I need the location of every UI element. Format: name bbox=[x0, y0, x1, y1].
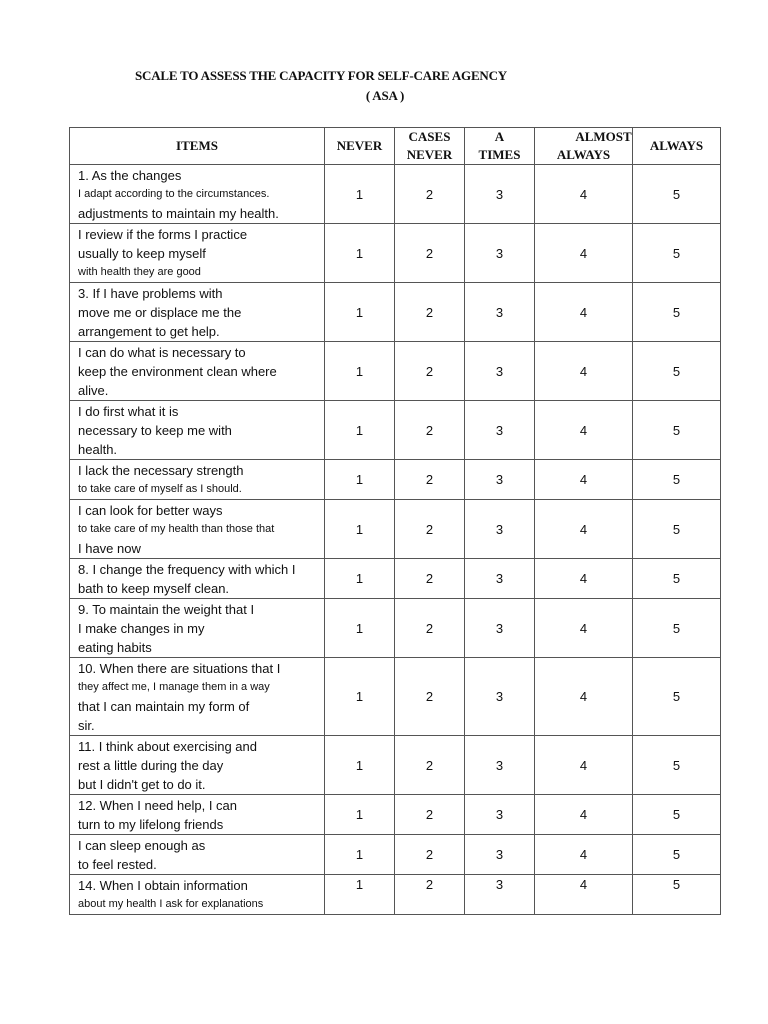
score-almost-always: 4 bbox=[535, 460, 633, 500]
score-always: 5 bbox=[633, 795, 721, 835]
score-always: 5 bbox=[633, 835, 721, 875]
score-a-times: 3 bbox=[465, 224, 535, 283]
table-row bbox=[70, 500, 721, 559]
item-text-line: 3. If I have problems with bbox=[78, 286, 223, 301]
item-text-line: I adapt according to the circumstances. bbox=[78, 188, 270, 200]
table-row bbox=[70, 875, 721, 915]
score-always: 5 bbox=[633, 283, 721, 342]
item-text-line: to feel rested. bbox=[78, 857, 157, 872]
score-always: 5 bbox=[633, 599, 721, 658]
score-never: 1 bbox=[325, 795, 395, 835]
score-cases-never: 2 bbox=[395, 658, 465, 736]
item-text-line: I have now bbox=[78, 541, 141, 556]
score-cases-never: 2 bbox=[395, 500, 465, 559]
score-a-times: 3 bbox=[465, 283, 535, 342]
item-text-line: they affect me, I manage them in a way bbox=[78, 681, 270, 693]
item-text-line: about my health I ask for explanations bbox=[78, 898, 264, 910]
score-never: 1 bbox=[325, 283, 395, 342]
score-cases-never: 2 bbox=[395, 460, 465, 500]
score-never: 1 bbox=[325, 224, 395, 283]
table-row bbox=[70, 559, 721, 599]
item-text-line: I review if the forms I practice bbox=[78, 227, 248, 242]
item-text bbox=[70, 736, 325, 795]
item-text-line: 12. When I need help, I can bbox=[78, 798, 237, 813]
score-always: 5 bbox=[633, 460, 721, 500]
score-never: 1 bbox=[325, 401, 395, 460]
item-text bbox=[70, 795, 325, 835]
header-cases-never-line: CASES bbox=[408, 129, 451, 144]
item-text-line: arrangement to get help. bbox=[78, 324, 220, 339]
header-never: NEVER bbox=[325, 128, 395, 165]
score-cases-never: 2 bbox=[395, 875, 465, 915]
score-almost-always: 4 bbox=[535, 342, 633, 401]
item-text bbox=[70, 224, 325, 283]
score-never: 1 bbox=[325, 342, 395, 401]
item-text-line: I lack the necessary strength bbox=[78, 463, 244, 478]
score-a-times: 3 bbox=[465, 559, 535, 599]
item-text-line: sir. bbox=[78, 718, 95, 733]
item-text-line: I can do what is necessary to bbox=[78, 345, 246, 360]
score-a-times: 3 bbox=[465, 658, 535, 736]
score-cases-never: 2 bbox=[395, 401, 465, 460]
score-never: 1 bbox=[325, 658, 395, 736]
score-never: 1 bbox=[325, 835, 395, 875]
item-text bbox=[70, 165, 325, 224]
score-almost-always: 4 bbox=[535, 224, 633, 283]
score-a-times: 3 bbox=[465, 736, 535, 795]
item-text-line: I can sleep enough as bbox=[78, 838, 206, 853]
score-almost-always: 4 bbox=[535, 401, 633, 460]
score-almost-always: 4 bbox=[535, 599, 633, 658]
score-a-times: 3 bbox=[465, 500, 535, 559]
item-text bbox=[70, 460, 325, 500]
item-text-line: with health they are good bbox=[78, 266, 201, 278]
table-row bbox=[70, 165, 721, 224]
score-cases-never: 2 bbox=[395, 283, 465, 342]
score-a-times: 3 bbox=[465, 795, 535, 835]
table-row bbox=[70, 460, 721, 500]
score-always: 5 bbox=[633, 342, 721, 401]
item-text bbox=[70, 599, 325, 658]
item-text-line: but I didn't get to do it. bbox=[78, 777, 206, 792]
score-always: 5 bbox=[633, 224, 721, 283]
item-text-line: 14. When I obtain information bbox=[78, 878, 248, 893]
score-cases-never: 2 bbox=[395, 736, 465, 795]
title-subline: ( ASA ) bbox=[365, 88, 405, 103]
header-almost-always bbox=[535, 128, 633, 165]
item-text-line: to take care of my health than those that bbox=[78, 523, 275, 535]
table-row bbox=[70, 658, 721, 736]
document-title bbox=[0, 68, 640, 104]
score-a-times: 3 bbox=[465, 165, 535, 224]
item-text bbox=[70, 283, 325, 342]
item-text-line: I make changes in my bbox=[78, 621, 205, 636]
table-row bbox=[70, 401, 721, 460]
score-cases-never: 2 bbox=[395, 342, 465, 401]
score-a-times: 3 bbox=[465, 599, 535, 658]
table-row bbox=[70, 599, 721, 658]
score-never: 1 bbox=[325, 460, 395, 500]
score-never: 1 bbox=[325, 165, 395, 224]
header-cases-never-line: NEVER bbox=[406, 147, 453, 162]
score-always: 5 bbox=[633, 658, 721, 736]
table-header-row bbox=[70, 128, 721, 165]
item-text bbox=[70, 658, 325, 736]
score-always: 5 bbox=[633, 875, 721, 915]
score-almost-always: 4 bbox=[535, 658, 633, 736]
table-row bbox=[70, 342, 721, 401]
header-almost-always-line: ALWAYS bbox=[556, 147, 611, 162]
table-row bbox=[70, 224, 721, 283]
table-row bbox=[70, 795, 721, 835]
score-never: 1 bbox=[325, 559, 395, 599]
item-text-line: I can look for better ways bbox=[78, 503, 223, 518]
score-cases-never: 2 bbox=[395, 165, 465, 224]
score-cases-never: 2 bbox=[395, 559, 465, 599]
item-text-line: health. bbox=[78, 442, 118, 457]
item-text bbox=[70, 342, 325, 401]
score-a-times: 3 bbox=[465, 835, 535, 875]
score-almost-always: 4 bbox=[535, 283, 633, 342]
item-text-line: rest a little during the day bbox=[78, 758, 224, 773]
score-always: 5 bbox=[633, 559, 721, 599]
score-almost-always: 4 bbox=[535, 875, 633, 915]
score-never: 1 bbox=[325, 599, 395, 658]
item-text bbox=[70, 559, 325, 599]
item-text-line: 11. I think about exercising and bbox=[78, 739, 257, 754]
score-always: 5 bbox=[633, 500, 721, 559]
asa-scale-table bbox=[69, 127, 721, 915]
score-almost-always: 4 bbox=[535, 795, 633, 835]
table-row bbox=[70, 736, 721, 795]
item-text-line: move me or displace me the bbox=[78, 305, 242, 320]
item-text-line: adjustments to maintain my health. bbox=[78, 206, 279, 221]
item-text-line: bath to keep myself clean. bbox=[78, 581, 230, 596]
item-text-line: alive. bbox=[78, 383, 109, 398]
score-cases-never: 2 bbox=[395, 795, 465, 835]
header-a-times bbox=[465, 128, 535, 165]
score-cases-never: 2 bbox=[395, 224, 465, 283]
score-a-times: 3 bbox=[465, 875, 535, 915]
score-always: 5 bbox=[633, 165, 721, 224]
item-text bbox=[70, 875, 325, 915]
table-row bbox=[70, 835, 721, 875]
item-text-line: 8. I change the frequency with which I bbox=[78, 562, 296, 577]
score-cases-never: 2 bbox=[395, 835, 465, 875]
score-almost-always: 4 bbox=[535, 736, 633, 795]
score-never: 1 bbox=[325, 736, 395, 795]
item-text-line: I do first what it is bbox=[78, 404, 179, 419]
score-a-times: 3 bbox=[465, 342, 535, 401]
item-text-line: to take care of myself as I should. bbox=[78, 483, 242, 495]
score-never: 1 bbox=[325, 500, 395, 559]
header-cases-never bbox=[395, 128, 465, 165]
header-items: ITEMS bbox=[70, 128, 325, 165]
score-always: 5 bbox=[633, 736, 721, 795]
table-row bbox=[70, 283, 721, 342]
table-body bbox=[70, 165, 721, 915]
item-text-line: keep the environment clean where bbox=[78, 364, 277, 379]
item-text bbox=[70, 500, 325, 559]
item-text-line: necessary to keep me with bbox=[78, 423, 232, 438]
item-text-line: eating habits bbox=[78, 640, 152, 655]
title-line: SCALE TO ASSESS THE CAPACITY FOR SELF-CARE AGENCY bbox=[135, 68, 507, 83]
score-almost-always: 4 bbox=[535, 165, 633, 224]
item-text-line: 10. When there are situations that I bbox=[78, 661, 281, 676]
score-almost-always: 4 bbox=[535, 559, 633, 599]
score-never: 1 bbox=[325, 875, 395, 915]
item-text bbox=[70, 401, 325, 460]
item-text-line: usually to keep myself bbox=[78, 246, 206, 261]
item-text-line: 1. As the changes bbox=[78, 168, 182, 183]
header-a-times-line: A bbox=[494, 129, 505, 144]
score-cases-never: 2 bbox=[395, 599, 465, 658]
score-almost-always: 4 bbox=[535, 500, 633, 559]
header-almost-always-line: ALMOST bbox=[575, 129, 632, 144]
item-text-line: 9. To maintain the weight that I bbox=[78, 602, 255, 617]
item-text bbox=[70, 835, 325, 875]
item-text-line: that I can maintain my form of bbox=[78, 699, 250, 714]
score-a-times: 3 bbox=[465, 401, 535, 460]
header-always: ALWAYS bbox=[633, 128, 721, 165]
item-text-line: turn to my lifelong friends bbox=[78, 817, 224, 832]
score-almost-always: 4 bbox=[535, 835, 633, 875]
score-a-times: 3 bbox=[465, 460, 535, 500]
score-always: 5 bbox=[633, 401, 721, 460]
header-a-times-line: TIMES bbox=[478, 147, 521, 162]
